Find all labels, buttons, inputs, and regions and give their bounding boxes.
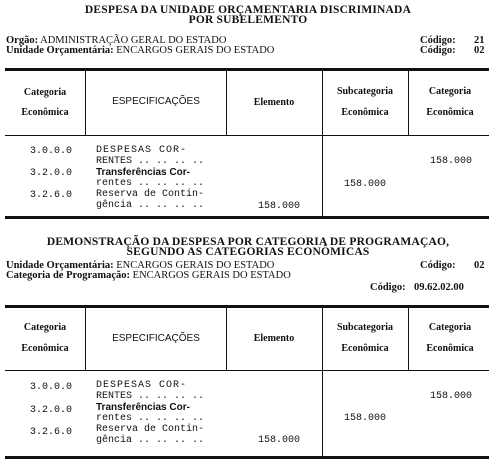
t1-row2-code: 3.2.0.0 bbox=[30, 168, 73, 179]
unidade-line bbox=[6, 45, 274, 56]
t2-header-subcategoria: Subcategoria bbox=[336, 322, 394, 333]
t2-row1-spec-line2: RENTES .. .. .. .. bbox=[96, 391, 205, 402]
t2-subcategoria-value: 158.000 bbox=[344, 413, 387, 424]
t1-header-subcategoria: Subcategoria bbox=[336, 86, 394, 97]
t2-row2-code: 3.2.0.0 bbox=[30, 405, 73, 416]
orgao-value: ADMINISTRAÇÃO GERAL DO ESTADO bbox=[40, 35, 227, 46]
section1-title-line2: POR SUBELEMENTO bbox=[188, 14, 308, 26]
unidade-code-line bbox=[420, 45, 456, 56]
unidade-code-label: Código: bbox=[420, 45, 456, 56]
t2-elemento-value: 158.000 bbox=[258, 435, 301, 446]
orgao-label: Orgão: bbox=[6, 35, 39, 46]
section2-title-line2: SEGUNDO AS CATEGORIAS ECONÔMICAS bbox=[126, 246, 370, 258]
s2-unidade-label: Unidade Orçamentária: bbox=[6, 260, 114, 271]
s2-unidade-code-line bbox=[420, 260, 456, 271]
t2-row3-spec-line1: Reserva de Contin- bbox=[96, 424, 205, 435]
programacao-value: ENCARGOS GERAIS DO ESTADO bbox=[132, 270, 291, 281]
t2-row2-spec-line1: Transferências Cor- bbox=[96, 402, 190, 413]
t1-row1-spec-line1: DESPESAS COR- bbox=[96, 145, 188, 156]
t1-row3-spec-line1: Reserva de Contin- bbox=[96, 189, 205, 200]
t1-elemento-value: 158.000 bbox=[258, 201, 301, 212]
t1-row2-spec-line1: Transferências Cor- bbox=[96, 167, 190, 178]
table2-bottom-rule bbox=[5, 456, 489, 459]
t2-categoria-value: 158.000 bbox=[430, 391, 473, 402]
t2-header-economica: Econômica bbox=[21, 343, 69, 354]
t1-header-economica-right: Econômica bbox=[426, 107, 474, 118]
table1-header-rule bbox=[5, 135, 489, 136]
t2-row3-spec-line2: gência .. .. .. .. bbox=[96, 435, 205, 446]
section2-title-line1: DEMONSTRAÇÃO DA DESPESA POR CATEGORIA DE PROGRAMAÇAO, bbox=[46, 236, 450, 248]
t2-row1-spec-line1: DESPESAS COR- bbox=[96, 380, 188, 391]
section1-title-line1: DESPESA DA UNIDADE ORÇAMENTARIA DISCRIMINADA bbox=[84, 4, 412, 16]
t2-header-categoria: Categoria bbox=[23, 322, 67, 333]
t1-row2-spec-line2: rentes .. .. .. .. bbox=[96, 178, 205, 189]
t2-header-economica-right: Econômica bbox=[426, 343, 474, 354]
s2-unidade-value: ENCARGOS GERAIS DO ESTADO bbox=[116, 260, 275, 271]
t1-row1-spec-line2: RENTES .. .. .. .. bbox=[96, 156, 205, 167]
t1-categoria-value: 158.000 bbox=[430, 156, 473, 167]
programacao-label: Categoria de Programação: bbox=[6, 270, 131, 281]
table2-top-rule bbox=[5, 305, 489, 308]
s2-unidade-code: 02 bbox=[474, 260, 485, 271]
table1-col-divider-4 bbox=[408, 71, 409, 135]
unidade-label: Unidade Orçamentária: bbox=[6, 45, 114, 56]
t2-row3-code: 3.2.6.0 bbox=[30, 427, 73, 438]
table1-top-rule bbox=[5, 68, 489, 71]
t2-header-especificacoes: ESPECIFICAÇÕES bbox=[112, 333, 200, 344]
t1-header-sub-economica: Econômica bbox=[341, 107, 389, 118]
programacao-code: 09.62.02.00 bbox=[414, 282, 464, 293]
s2-unidade-code-label: Código: bbox=[420, 260, 456, 271]
unidade-code: 02 bbox=[474, 45, 485, 56]
t2-header-categoria-right: Categoria bbox=[428, 322, 472, 333]
t1-row3-spec-line2: gência .. .. .. .. bbox=[96, 200, 205, 211]
table2-header-rule bbox=[5, 370, 489, 371]
programacao-line bbox=[6, 270, 291, 281]
t1-header-categoria-right: Categoria bbox=[428, 86, 472, 97]
table1-bottom-rule bbox=[5, 216, 489, 219]
t1-header-especificacoes: ESPECIFICAÇÕES bbox=[112, 96, 200, 107]
programacao-code-line bbox=[370, 282, 406, 293]
unidade-value: ENCARGOS GERAIS DO ESTADO bbox=[116, 45, 275, 56]
t1-row3-code: 3.2.6.0 bbox=[30, 190, 73, 201]
t1-header-elemento: Elemento bbox=[253, 97, 295, 108]
t2-row2-spec-line2: rentes .. .. .. .. bbox=[96, 413, 205, 424]
programacao-code-label: Código: bbox=[370, 282, 406, 293]
orgao-code: 21 bbox=[474, 35, 485, 46]
t2-header-sub-economica: Econômica bbox=[341, 343, 389, 354]
table2-col-divider-4 bbox=[408, 308, 409, 370]
t1-header-categoria: Categoria bbox=[23, 87, 67, 98]
t1-subcategoria-value: 158.000 bbox=[344, 179, 387, 190]
orgao-code-label: Código: bbox=[420, 35, 456, 46]
t2-header-elemento: Elemento bbox=[253, 333, 295, 344]
t1-row1-code: 3.0.0.0 bbox=[30, 146, 73, 157]
t2-row1-code: 3.0.0.0 bbox=[30, 382, 73, 393]
t1-header-economica: Econômica bbox=[21, 107, 69, 118]
